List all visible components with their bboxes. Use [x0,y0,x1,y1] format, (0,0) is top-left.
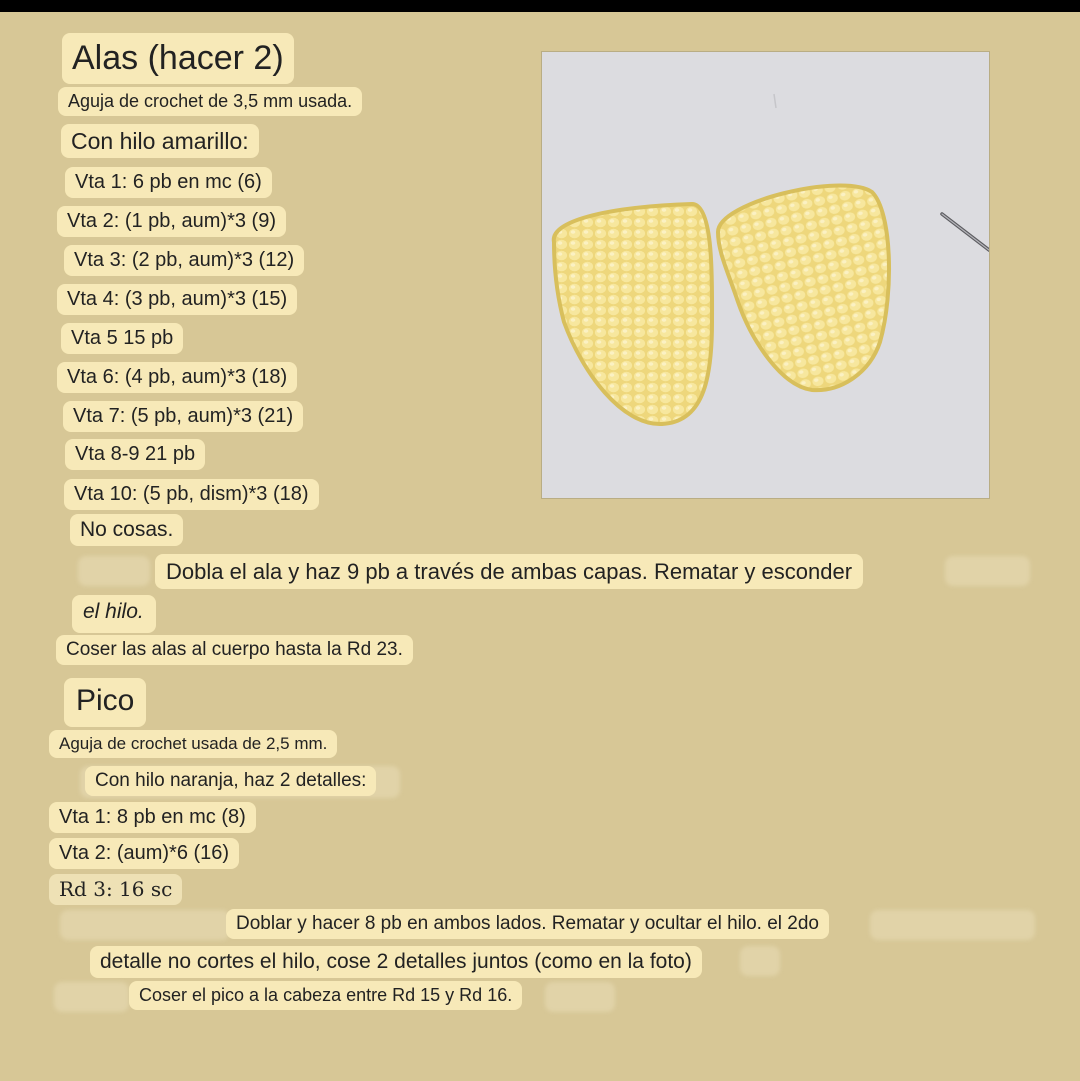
top-status-bar [0,0,1080,12]
alas-fold-instruction-line1: Dobla el ala y haz 9 pb a través de ambas capas. Rematar y esconder [155,554,863,589]
alas-row-7: Vta 7: (5 pb, aum)*3 (21) [63,401,303,432]
alas-row-4: Vta 4: (3 pb, aum)*3 (15) [57,284,297,315]
alas-row-5: Vta 5 15 pb [61,323,183,354]
alas-row-8: Vta 8-9 21 pb [65,439,205,470]
faded-text-strip [545,982,615,1012]
faded-text-strip [870,910,1035,940]
faded-text-strip [740,946,780,976]
pico-needle-note: Aguja de crochet usada de 2,5 mm. [49,730,337,758]
pico-row-3: Rd 3: 16 sc [49,874,182,905]
pico-fold-instruction-line1: Doblar y hacer 8 pb en ambos lados. Rematar y ocultar el hilo. el 2do [226,909,829,939]
alas-yarn-note: Con hilo amarillo: [61,124,259,158]
pico-attach-note: Coser el pico a la cabeza entre Rd 15 y Rd 16. [129,981,522,1010]
wings-photo [541,51,990,499]
faded-text-strip [78,556,150,586]
pico-row-2: Vta 2: (aum)*6 (16) [49,838,239,869]
faded-text-strip [54,982,129,1012]
alas-row-3: Vta 3: (2 pb, aum)*3 (12) [64,245,304,276]
section-title-alas: Alas (hacer 2) [62,33,294,84]
alas-row-9: Vta 10: (5 pb, dism)*3 (18) [64,479,319,510]
alas-row-6: Vta 6: (4 pb, aum)*3 (18) [57,362,297,393]
alas-needle-note: Aguja de crochet de 3,5 mm usada. [58,87,362,116]
alas-no-sew-note: No cosas. [70,514,183,546]
section-title-pico: Pico [64,678,146,727]
pico-yarn-note: Con hilo naranja, haz 2 detalles: [85,766,376,796]
faded-text-strip [945,556,1030,586]
crochet-wings-image [542,52,989,498]
alas-row-1: Vta 1: 6 pb en mc (6) [65,167,272,198]
alas-fold-instruction-line2: el hilo. [72,595,156,633]
alas-attach-note: Coser las alas al cuerpo hasta la Rd 23. [56,635,413,665]
faded-text-strip [60,910,230,940]
pico-row-1: Vta 1: 8 pb en mc (8) [49,802,256,833]
pico-fold-instruction-line2: detalle no cortes el hilo, cose 2 detalles juntos (como en la foto) [90,946,702,978]
alas-row-2: Vta 2: (1 pb, aum)*3 (9) [57,206,286,237]
